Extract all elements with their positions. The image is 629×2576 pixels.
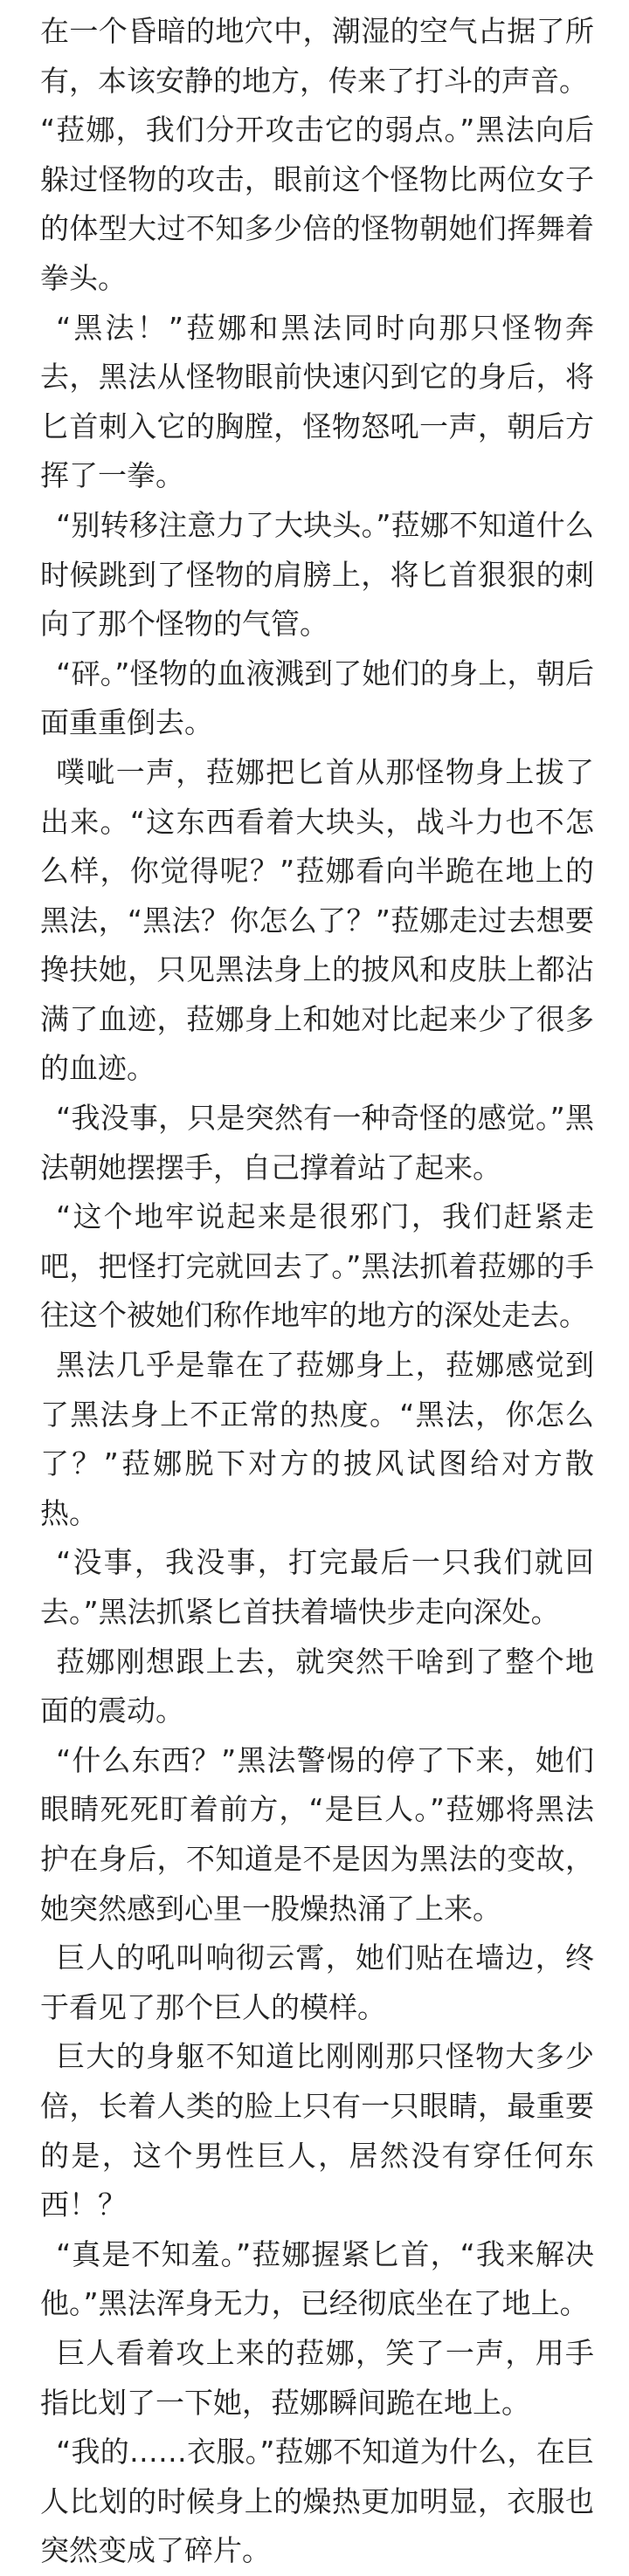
paragraph: “砰。”怪物的血液溅到了她们的身上，朝后面重重倒去。 — [40, 656, 594, 740]
paragraph: “我的……衣服。”菈娜不知道为什么，在巨人比划的时候身上的燥热更加明显，衣服也突然变成了碎片。 — [40, 2435, 594, 2568]
paragraph: 黑法几乎是靠在了菈娜身上，菈娜感觉到了黑法身上不正常的热度。“黑法，你怎么了？”菈娜脱下对方的披风试图给对方散热。 — [40, 1348, 594, 1530]
paragraph: “我没事，只是突然有一种奇怪的感觉。”黑法朝她摆摆手，自己撑着站了起来。 — [40, 1101, 594, 1185]
paragraph: “什么东西？”黑法警惕的停了下来，她们眼睛死死盯着前方，“是巨人。”菈娜将黑法护在身后，不知道是不是因为黑法的变故，她突然感到心里一股燥热涌了上来。 — [40, 1742, 594, 1926]
paragraph: “真是不知羞。”菈娜握紧匕首，“我来解决他。”黑法浑身无力，已经彻底坐在了地上。 — [40, 2236, 594, 2321]
paragraph: 噗呲一声，菈娜把匕首从那怪物身上拔了出来。“这东西看着大块头，战斗力也不怎么样，你觉得呢？”菈娜看向半跪在地上的黑法，“黑法？你怎么了？”菈娜走过去想要搀扶她，只见黑法身上的披风和皮肤上都沾满了血迹，菈娜身上和她对比起来少了很多的血迹。 — [40, 754, 594, 1086]
paragraph: 在一个昏暗的地穴中，潮湿的空气占据了所有，本该安静的地方，传来了打斗的声音。 — [40, 14, 594, 98]
paragraph: 巨人看着攻上来的菈娜，笑了一声，用手指比划了一下她，菈娜瞬间跪在地上。 — [40, 2335, 594, 2420]
paragraph: “别转移注意力了大块头。”菈娜不知道什么时候跳到了怪物的肩膀上，将匕首狠狠的刺向了那个怪物的气管。 — [40, 507, 594, 642]
paragraph: 巨人的吼叫响彻云霄，她们贴在墙边，终于看见了那个巨人的模样。 — [40, 1941, 594, 2024]
paragraph: 菈娜刚想跟上去，就突然干啥到了整个地面的震动。 — [40, 1644, 594, 1728]
paragraph: “菈娜，我们分开攻击它的弱点。”黑法向后躲过怪物的攻击，眼前这个怪物比两位女子的体型大过不知多少倍的怪物朝她们挥舞着拳头。 — [40, 113, 594, 295]
paragraph: 巨大的身躯不知道比刚刚那只怪物大多少倍，长着人类的脸上只有一只眼睛，最重要的是，这个男性巨人，居然没有穿任何东西！？ — [40, 2039, 594, 2222]
paragraph: “黑法！”菈娜和黑法同时向那只怪物奔去，黑法从怪物眼前快速闪到它的身后，将匕首刺入它的胸膛，怪物怒吼一声，朝后方挥了一拳。 — [40, 310, 594, 493]
paragraph: “没事，我没事，打完最后一只我们就回去。”黑法抓紧匕首扶着墙快步走向深处。 — [40, 1545, 594, 1629]
paragraph: “这个地牢说起来是很邪门，我们赶紧走吧，把怪打完就回去了。”黑法抓着菈娜的手往这个被她们称作地牢的地方的深处走去。 — [40, 1199, 594, 1333]
